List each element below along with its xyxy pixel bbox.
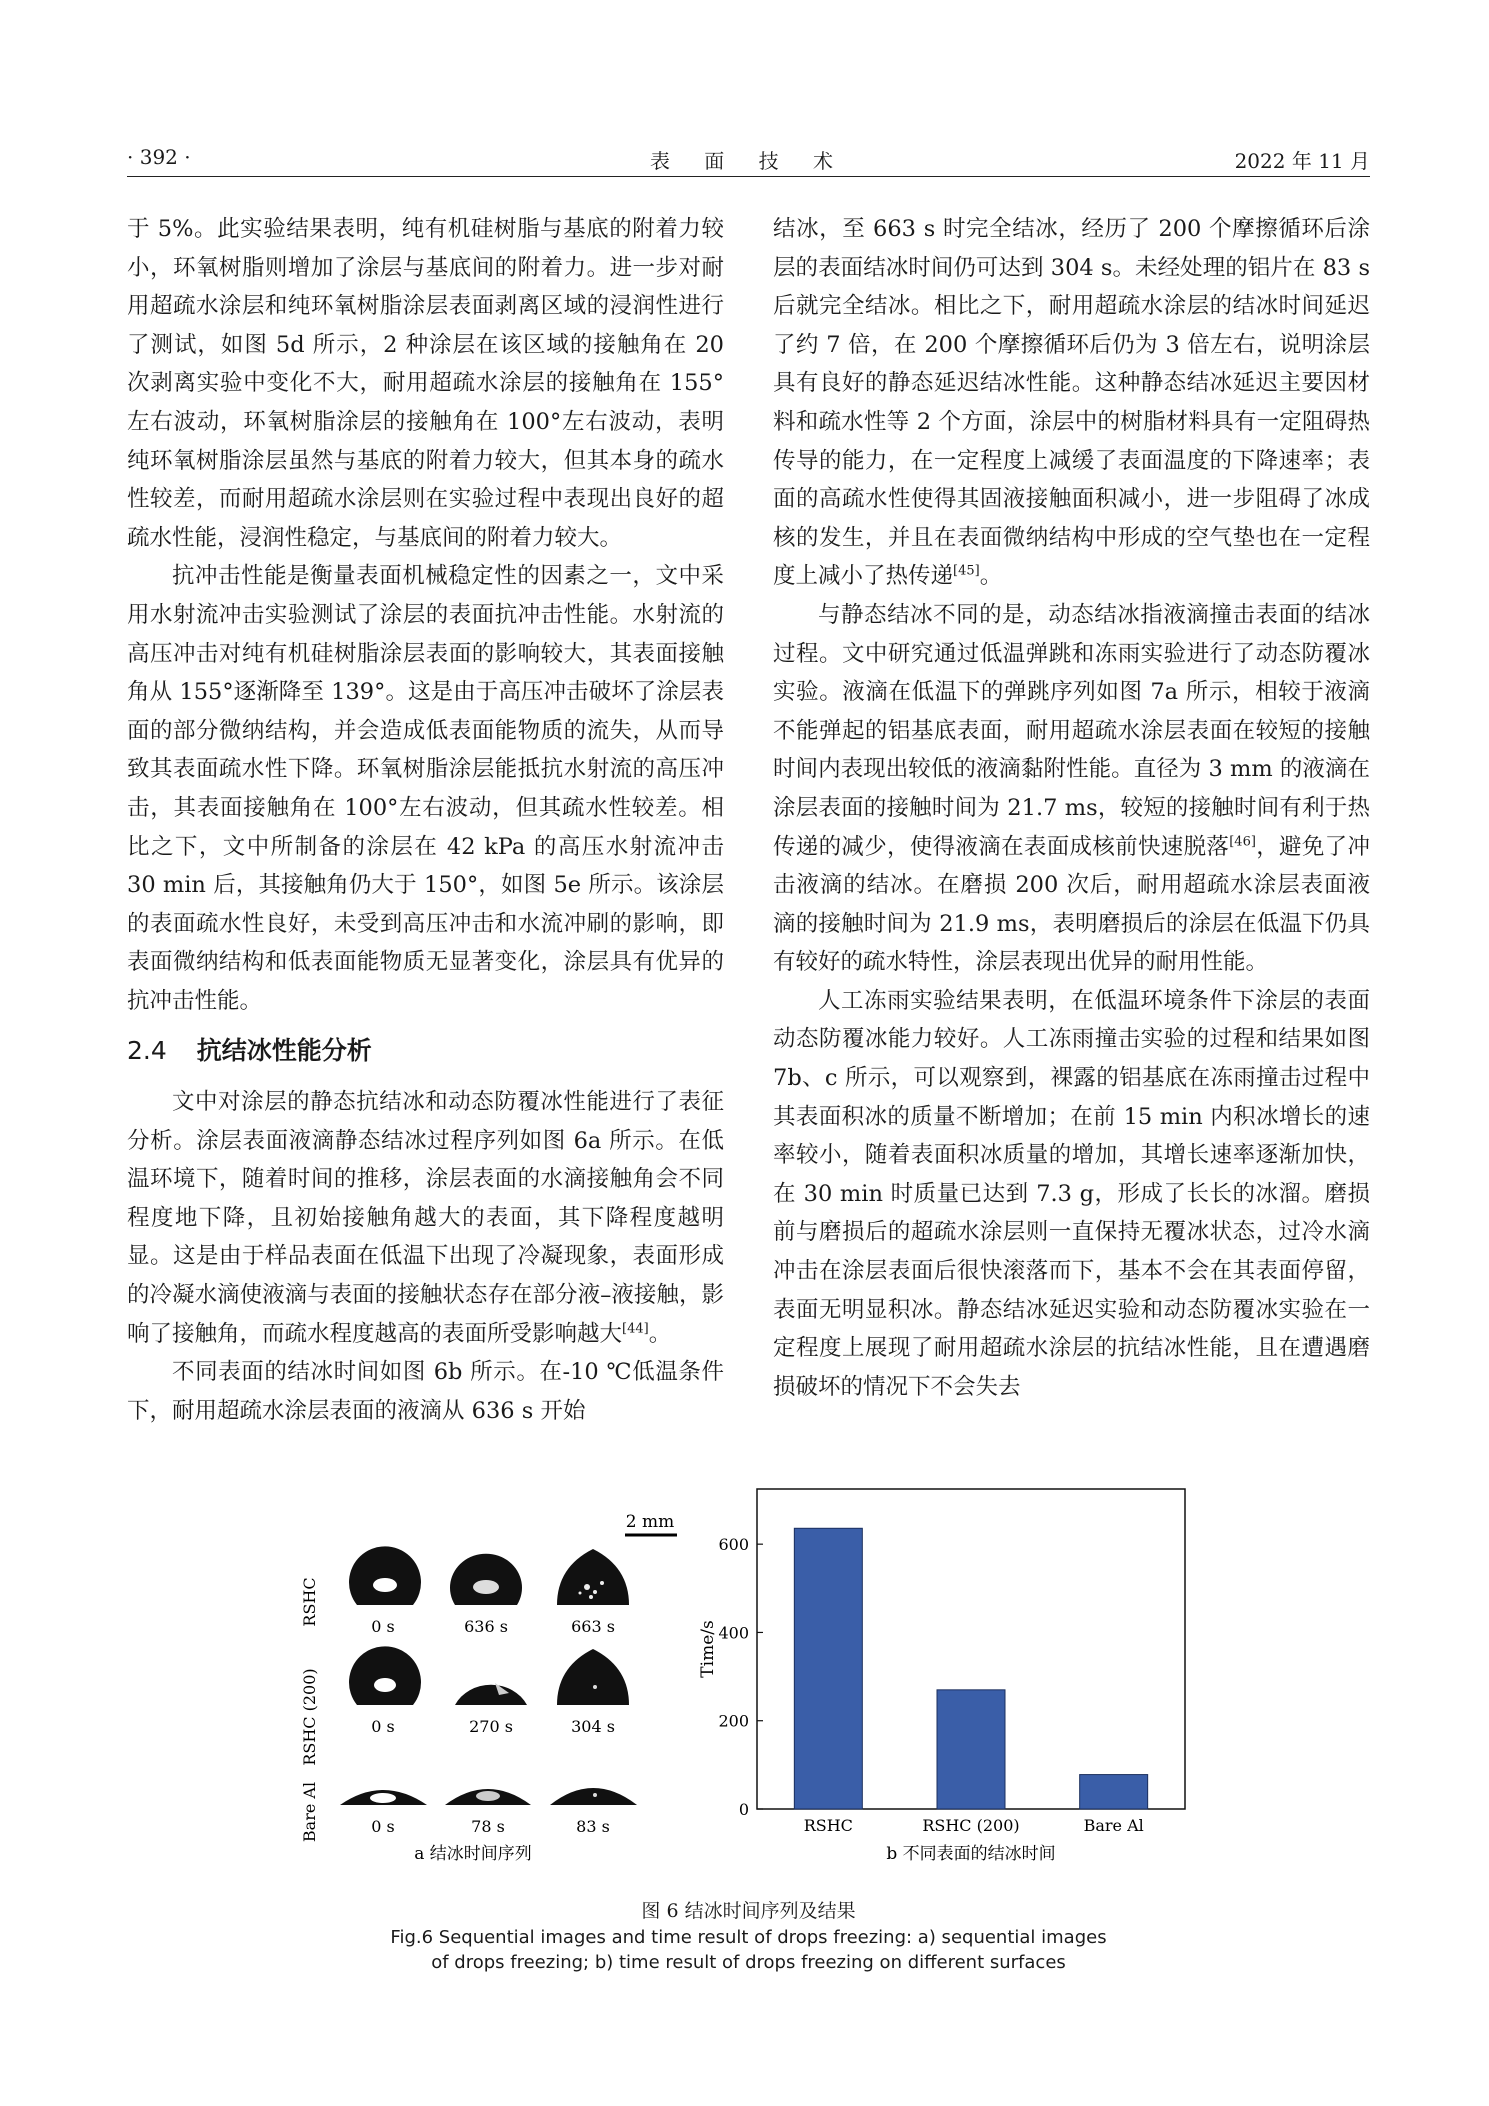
- time-label: 636 s: [464, 1617, 508, 1636]
- droplet-image: [550, 1788, 637, 1805]
- paragraph: 于 5%。此实验结果表明，纯有机硅树脂与基底的附着力较小，环氧树脂则增加了涂层与基底间的附着力。进一步对耐用超疏水涂层和纯环氧树脂涂层表面剥离区域的浸润性进行了测试，如图 5d 所示，2 种涂层在该区域的接触角在 20 次剥离实验中变化不大，耐用超疏水涂层的接触角在 155°左右波动，环氧树脂涂层的接触角在 100°左右波动，表明纯环氧树脂涂层虽然与基底的附着力较大，但其本身的疏水性较差，而耐用超疏水涂层则在实验过程中表现出良好的超疏水性能，浸润性稳定，与基底间的附着力较大。: [127, 216, 724, 551]
- row-label: Bare Al: [300, 1781, 319, 1843]
- time-label: 0 s: [371, 1717, 395, 1736]
- droplet-image: [349, 1646, 421, 1705]
- paragraph: 抗冲击性能是衡量表面机械稳定性的因素之一，文中采用水射流冲击实验测试了涂层的表面抗冲击性能。水射流的高压冲击对纯有机硅树脂涂层表面的影响较大，其表面接触角从 155°逐渐降至 139°。这是由于高压冲击破坏了涂层表面的部分微纳结构，并会造成低表面能物质的流失，从而导致其表面疏水性下降。环氧树脂涂层能抵抗水射流的高压冲击，其表面接触角在 100°左右波动，但其疏水性较差。相比之下，文中所制备的涂层在 42 kPa 的高压水射流冲击 30 min 后，其接触角仍大于 150°，如图 5e 所示。该涂层的表面疏水性良好，未受到高压冲击和水流冲刷的影响，即表面微纳结构和低表面能物质无显著变化，涂层具有优异的抗冲击性能。: [127, 563, 724, 1014]
- ice-speckle: [593, 1793, 597, 1797]
- scale-bar-label: 2 mm: [625, 1512, 675, 1532]
- droplet-highlight: [374, 1678, 396, 1692]
- issue-date: 2022 年 11 月: [1234, 149, 1370, 173]
- time-label: 0 s: [371, 1617, 395, 1636]
- x-tick-label: Bare Al: [1083, 1816, 1144, 1835]
- time-label: 663 s: [571, 1617, 615, 1636]
- paragraph: [773, 596, 1370, 982]
- y-tick-label: 600: [718, 1535, 749, 1555]
- time-label: 78 s: [471, 1817, 505, 1836]
- droplet-highlight: [370, 1793, 396, 1803]
- citation[interactable]: [44]: [622, 1321, 649, 1337]
- figure-b-bar-chart: [695, 1487, 1200, 1887]
- ice-speckle: [593, 1685, 597, 1689]
- x-tick-label: RSHC (200): [922, 1816, 1020, 1835]
- row-bare-al: [300, 1782, 637, 1842]
- ice-speckle: [579, 1592, 582, 1595]
- paragraph: 人工冻雨实验结果表明，在低温环境条件下涂层的表面动态防覆冰能力较好。人工冻雨撞击实验的过程和结果如图 7b、c 所示，可以观察到，裸露的铝基底在冻雨撞击过程中其表面积冰的质量不断增加；在前 15 min 内积冰增长的速率较小，随着表面积冰质量的增加，其增长速率逐渐加快，在 30 min 时质量已达到 7.3 g，形成了长长的冰溜。磨损前与磨损后的超疏水涂层则一直保持无覆冰状态，过冷水滴冲击在涂层表面后很快滚落而下，基本不会在其表面停留，表面无明显积冰。静态结冰延迟实验和动态防覆冰实验在一定程度上展现了耐用超疏水涂层的抗结冰性能，且在遭遇磨损破坏的情况下不会失去: [773, 987, 1370, 1400]
- caption-chinese: 图 6 结冰时间序列及结果: [641, 1900, 856, 1922]
- paragraph-text: 结冰，至 663 s 时完全结冰，经历了 200 个摩擦循环后涂层的表面结冰时间仍可达到 304 s。未经处理的铝片在 83 s 后就完全结冰。相比之下，耐用超疏水涂层的结冰时间延迟了约 7 倍，在 200 个摩擦循环后仍为 3 倍左右，说明涂层具有良好的静态延迟结冰性能。这种静态结冰延迟主要因材料和疏水性等 2 个方面，涂层中的树脂材料具有一定阻碍热传导的能力，在一定程度上减缓了表面温度的下降速率；表面的高疏水性使得其固液接触面积减小，进一步阻碍了冰成核的发生，并且在表面微纳结构中形成的空气垫也在一定程度上减小了热传递: [773, 216, 1370, 590]
- right-column: [773, 210, 1370, 1406]
- time-label: 270 s: [469, 1717, 513, 1736]
- panel-b-caption: b 不同表面的结冰时间: [886, 1844, 1056, 1864]
- ice-speckle: [593, 1590, 597, 1594]
- caption-english-line1: Fig.6 Sequential images and time result of drops freezing: a) sequential images: [390, 1927, 1107, 1948]
- journal-title: 表 面 技 术: [649, 149, 848, 173]
- row-rshc-200: [300, 1646, 629, 1765]
- left-column: [127, 210, 724, 1430]
- droplet-image: [557, 1649, 629, 1705]
- row-label: RSHC: [300, 1577, 319, 1627]
- header-rule: [127, 176, 1370, 177]
- page-header: [127, 145, 1370, 177]
- droplet-highlight: [373, 1578, 397, 1592]
- droplet-highlight: [476, 1791, 500, 1801]
- section-number: 2.4: [127, 1036, 167, 1066]
- y-tick-label: 400: [718, 1623, 749, 1643]
- row-label: RSHC (200): [300, 1668, 319, 1766]
- x-tick-label: RSHC: [803, 1816, 853, 1835]
- page-number: · 392 ·: [127, 145, 191, 169]
- paragraph: [127, 1083, 724, 1353]
- citation[interactable]: [45]: [953, 563, 980, 579]
- caption-english-line2: of drops freezing; b) time result of drops freezing on different surfaces: [431, 1952, 1066, 1973]
- paragraph-text: 文中对涂层的静态抗结冰和动态防覆冰性能进行了表征分析。涂层表面液滴静态结冰过程序列如图 6a 所示。在低温环境下，随着时间的推移，涂层表面的水滴接触角会不同程度地下降，且初始接触角越大的表面，其下降程度越明显。这是由于样品表面在低温下出现了冷凝现象，表面形成的冷凝水滴使液滴与表面的接触状态存在部分液–液接触，影响了接触角，而疏水程度越高的表面所受影响越大: [127, 1089, 724, 1347]
- droplet-image: [455, 1685, 527, 1705]
- paragraph-text: 与静态结冰不同的是，动态结冰指液滴撞击表面的结冰过程。文中研究通过低温弹跳和冻雨实验进行了动态防覆冰实验。液滴在低温下的弹跳序列如图 7a 所示，相较于液滴不能弹起的铝基底表面，耐用超疏水涂层表面在较短的接触时间内表现出较低的液滴黏附性能。直径为 3 mm 的液滴在涂层表面的接触时间为 21.7 ms，较短的接触时间有利于热传递的减少，使得液滴在表面成核前快速脱落: [773, 601, 1370, 860]
- droplet-image: [450, 1554, 522, 1605]
- bar-rshc-200-: [937, 1690, 1005, 1809]
- time-label: 0 s: [371, 1817, 395, 1836]
- figure-6: [295, 1487, 1200, 1887]
- figure-a-droplet-sequence: [295, 1487, 695, 1887]
- panel-a-caption: a 结冰时间序列: [414, 1844, 532, 1864]
- paragraph-text: 。: [979, 563, 1003, 590]
- droplet-image: [557, 1549, 629, 1605]
- row-rshc: [300, 1546, 629, 1636]
- ice-speckle: [589, 1595, 593, 1599]
- ice-speckle: [584, 1584, 590, 1590]
- droplet-highlight: [473, 1580, 499, 1594]
- citation[interactable]: [46]: [1229, 834, 1256, 849]
- droplet-image: [349, 1546, 421, 1605]
- paragraph: 不同表面的结冰时间如图 6b 所示。在-10 ℃低温条件下，耐用超疏水涂层表面的液滴从 636 s 开始: [127, 1359, 724, 1424]
- ice-speckle: [600, 1581, 604, 1585]
- section-title: 抗结冰性能分析: [196, 1036, 372, 1066]
- time-label: 83 s: [576, 1817, 610, 1836]
- paragraph: [773, 210, 1370, 596]
- time-label: 304 s: [571, 1717, 615, 1736]
- paragraph-text: ，避免了冲击液滴的结冰。在磨损 200 次后，耐用超疏水涂层表面液滴的接触时间为 21.9 ms，表明磨损后的涂层在低温下仍具有较好的疏水特性，涂层表现出优异的耐用性能。: [773, 833, 1370, 976]
- bar-bare-al: [1080, 1775, 1148, 1809]
- figure-caption: [127, 1897, 1370, 1975]
- y-tick-label: 200: [718, 1711, 749, 1731]
- paragraph-text: 。: [648, 1320, 672, 1347]
- section-heading: [127, 1032, 724, 1071]
- y-tick-label: 0: [738, 1800, 749, 1819]
- y-axis-label: Time/s: [698, 1620, 718, 1678]
- bar-rshc: [794, 1528, 862, 1809]
